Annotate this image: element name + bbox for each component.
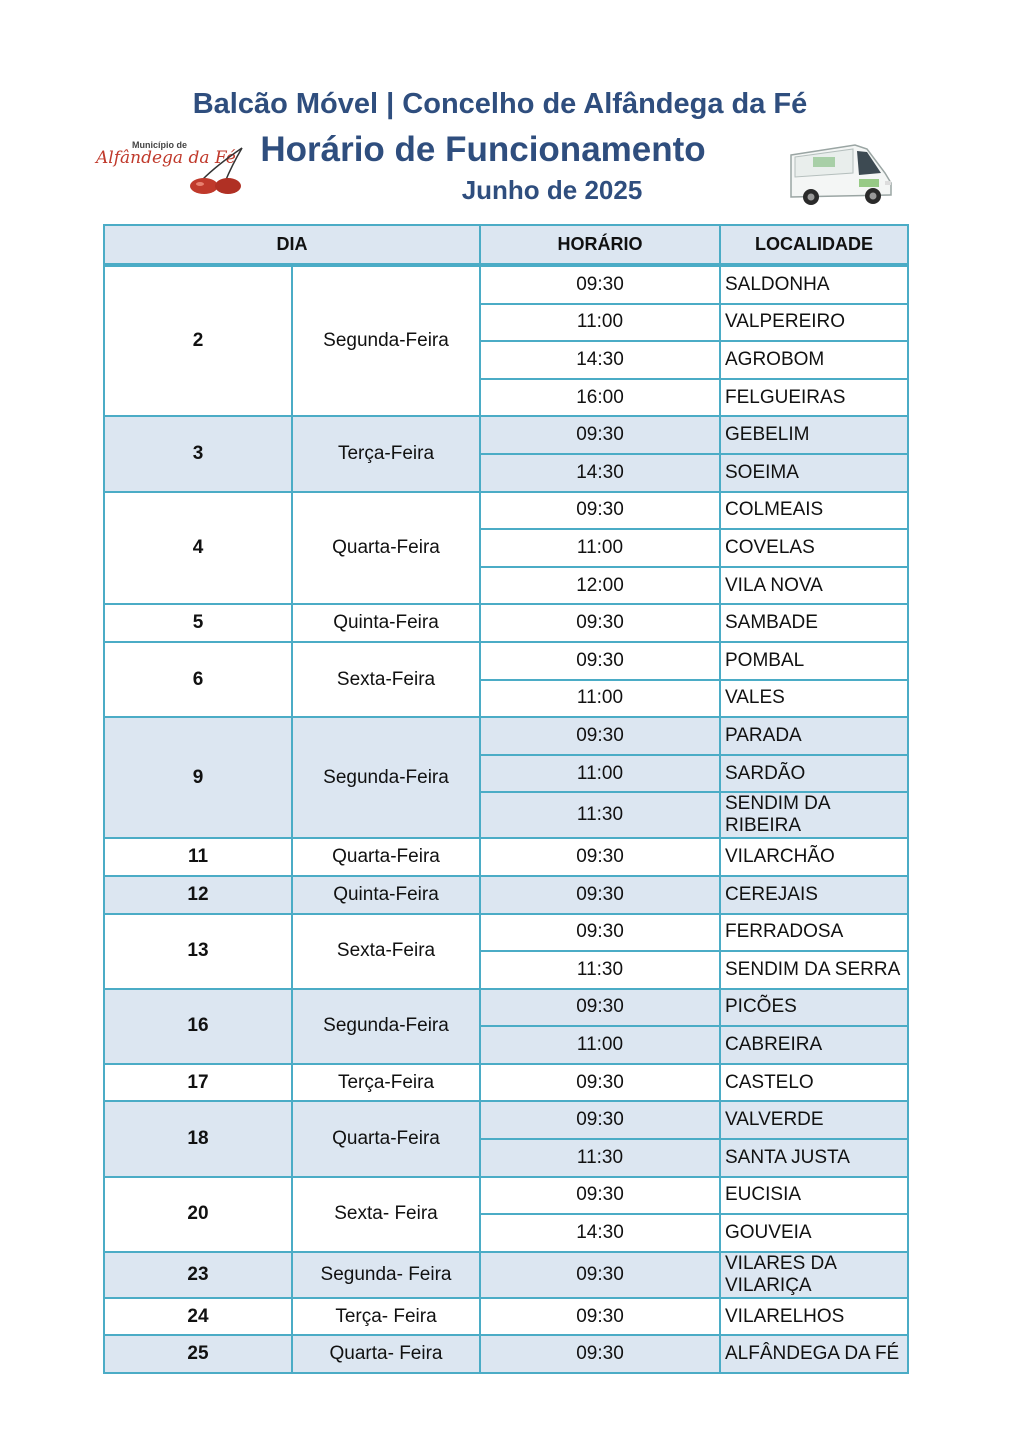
location-cell: SARDÃO xyxy=(720,755,908,793)
time-cell: 11:00 xyxy=(480,680,720,718)
table-row xyxy=(104,1252,908,1298)
table-row xyxy=(104,1064,908,1102)
day-number: 13 xyxy=(104,914,292,989)
time-cell: 09:30 xyxy=(480,492,720,530)
weekday: Segunda-Feira xyxy=(292,266,480,416)
location-cell: COLMEAIS xyxy=(720,492,908,530)
location-cell: EUCISIA xyxy=(720,1177,908,1215)
weekday: Sexta-Feira xyxy=(292,914,480,989)
mobile-van-image xyxy=(785,135,895,210)
weekday: Terça-Feira xyxy=(292,1064,480,1102)
time-cell: 12:00 xyxy=(480,567,720,605)
table-row xyxy=(104,838,908,876)
table-row xyxy=(104,1298,908,1336)
table-row xyxy=(104,604,908,642)
column-header-horario: HORÁRIO xyxy=(480,225,720,264)
time-cell: 11:30 xyxy=(480,951,720,989)
table-row xyxy=(104,642,908,680)
table-row xyxy=(104,1177,908,1215)
time-cell: 09:30 xyxy=(480,989,720,1027)
day-number: 2 xyxy=(104,266,292,416)
location-cell: CASTELO xyxy=(720,1064,908,1102)
time-cell: 14:30 xyxy=(480,454,720,492)
day-number: 25 xyxy=(104,1335,292,1373)
location-cell: POMBAL xyxy=(720,642,908,680)
location-cell: VILARCHÃO xyxy=(720,838,908,876)
day-number: 18 xyxy=(104,1101,292,1176)
table-header-row xyxy=(104,225,908,264)
schedule-table xyxy=(103,224,909,1374)
time-cell: 09:30 xyxy=(480,1335,720,1373)
table-row xyxy=(104,914,908,952)
day-number: 16 xyxy=(104,989,292,1064)
weekday: Quinta-Feira xyxy=(292,876,480,914)
table-row xyxy=(104,1335,908,1373)
column-header-dia: DIA xyxy=(104,225,480,264)
day-number: 3 xyxy=(104,416,292,491)
weekday: Sexta- Feira xyxy=(292,1177,480,1252)
location-cell: ALFÂNDEGA DA FÉ xyxy=(720,1335,908,1373)
time-cell: 09:30 xyxy=(480,914,720,952)
schedule-heading: Horário de Funcionamento xyxy=(260,130,706,169)
location-cell: VALVERDE xyxy=(720,1101,908,1139)
table-row xyxy=(104,1101,908,1139)
location-cell: PICÕES xyxy=(720,989,908,1027)
time-cell: 11:30 xyxy=(480,1139,720,1177)
location-cell: SENDIM DA RIBEIRA xyxy=(720,792,908,838)
location-cell: SENDIM DA SERRA xyxy=(720,951,908,989)
table-row xyxy=(104,717,908,755)
day-number: 24 xyxy=(104,1298,292,1336)
day-number: 6 xyxy=(104,642,292,717)
time-cell: 11:00 xyxy=(480,304,720,342)
time-cell: 09:30 xyxy=(480,1064,720,1102)
location-cell: VILARES DA VILARIÇA xyxy=(720,1252,908,1298)
time-cell: 11:00 xyxy=(480,755,720,793)
location-cell: AGROBOM xyxy=(720,341,908,379)
month-heading: Junho de 2025 xyxy=(461,175,643,205)
time-cell: 09:30 xyxy=(480,416,720,454)
time-cell: 14:30 xyxy=(480,341,720,379)
day-number: 20 xyxy=(104,1177,292,1252)
location-cell: VILA NOVA xyxy=(720,567,908,605)
time-cell: 09:30 xyxy=(480,876,720,914)
weekday: Quarta-Feira xyxy=(292,838,480,876)
location-cell: SAMBADE xyxy=(720,604,908,642)
time-cell: 09:30 xyxy=(480,266,720,304)
location-cell: FERRADOSA xyxy=(720,914,908,952)
document-title: Balcão Móvel | Concelho de Alfândega da Fé xyxy=(192,88,808,120)
time-cell: 11:00 xyxy=(480,529,720,567)
column-header-localidade: LOCALIDADE xyxy=(720,225,908,264)
time-cell: 11:30 xyxy=(480,792,720,838)
location-cell: VILARELHOS xyxy=(720,1298,908,1336)
time-cell: 16:00 xyxy=(480,379,720,417)
table-row xyxy=(104,876,908,914)
location-cell: GEBELIM xyxy=(720,416,908,454)
location-cell: VALPEREIRO xyxy=(720,304,908,342)
time-cell: 09:30 xyxy=(480,1101,720,1139)
weekday: Segunda-Feira xyxy=(292,717,480,838)
location-cell: SOEIMA xyxy=(720,454,908,492)
day-number: 12 xyxy=(104,876,292,914)
time-cell: 09:30 xyxy=(480,838,720,876)
weekday: Segunda-Feira xyxy=(292,989,480,1064)
location-cell: FELGUEIRAS xyxy=(720,379,908,417)
location-cell: PARADA xyxy=(720,717,908,755)
weekday: Quarta-Feira xyxy=(292,492,480,605)
weekday: Segunda- Feira xyxy=(292,1252,480,1298)
table-row xyxy=(104,492,908,530)
time-cell: 09:30 xyxy=(480,642,720,680)
table-row xyxy=(104,416,908,454)
logo-script-text: Alfândega da Fé xyxy=(96,148,236,168)
weekday: Quarta-Feira xyxy=(292,1101,480,1176)
time-cell: 09:30 xyxy=(480,717,720,755)
weekday: Terça- Feira xyxy=(292,1298,480,1336)
time-cell: 09:30 xyxy=(480,604,720,642)
location-cell: CABREIRA xyxy=(720,1026,908,1064)
weekday: Terça-Feira xyxy=(292,416,480,491)
day-number: 9 xyxy=(104,717,292,838)
day-number: 23 xyxy=(104,1252,292,1298)
weekday: Quarta- Feira xyxy=(292,1335,480,1373)
location-cell: COVELAS xyxy=(720,529,908,567)
table-row xyxy=(104,989,908,1027)
location-cell: GOUVEIA xyxy=(720,1214,908,1252)
time-cell: 14:30 xyxy=(480,1214,720,1252)
time-cell: 09:30 xyxy=(480,1252,720,1298)
table-row xyxy=(104,266,908,304)
day-number: 17 xyxy=(104,1064,292,1102)
location-cell: CEREJAIS xyxy=(720,876,908,914)
weekday: Quinta-Feira xyxy=(292,604,480,642)
time-cell: 11:00 xyxy=(480,1026,720,1064)
location-cell: SALDONHA xyxy=(720,266,908,304)
time-cell: 09:30 xyxy=(480,1177,720,1215)
time-cell: 09:30 xyxy=(480,1298,720,1336)
weekday: Sexta-Feira xyxy=(292,642,480,717)
day-number: 5 xyxy=(104,604,292,642)
day-number: 11 xyxy=(104,838,292,876)
day-number: 4 xyxy=(104,492,292,605)
location-cell: SANTA JUSTA xyxy=(720,1139,908,1177)
location-cell: VALES xyxy=(720,680,908,718)
logo-small-text: Município de xyxy=(132,140,187,150)
schedule-body xyxy=(104,266,908,1373)
